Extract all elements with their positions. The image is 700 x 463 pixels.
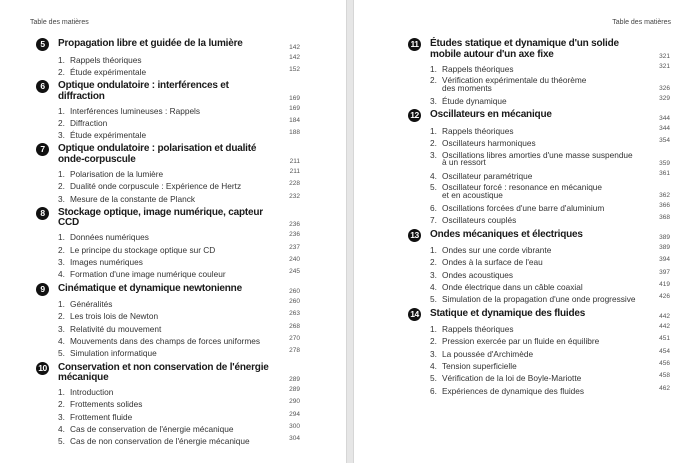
chapter-page-number: 289	[289, 376, 300, 384]
section-entry[interactable]	[36, 268, 300, 280]
chapter-heading[interactable]	[408, 36, 670, 63]
section-title-line: Cas de non conservation de l'énergie mécanique	[70, 436, 250, 447]
section-page-number: 142	[289, 53, 300, 61]
section-number: 7.	[430, 215, 437, 226]
section-number: 1.	[430, 245, 437, 256]
chapter-page-number: 344	[659, 114, 670, 122]
section-title-line: Simulation informatique	[70, 348, 157, 359]
section-title-line: Étude dynamique	[442, 95, 507, 106]
section-entry[interactable]	[36, 423, 300, 435]
section-title-line: Vérification de la loi de Boyle-Mariotte	[442, 373, 582, 384]
section-title-line: Oscillateur paramétrique	[442, 170, 533, 181]
section-number: 2.	[430, 336, 437, 347]
section-entry[interactable]	[408, 63, 670, 75]
chapter-title	[430, 110, 670, 122]
section-title-line: Mouvements dans des champs de forces uniformes	[70, 335, 260, 346]
section-title	[70, 310, 300, 322]
section-page-number: 268	[289, 322, 300, 330]
section-title	[70, 268, 300, 280]
section-number: 2.	[430, 138, 437, 149]
section-number: 2.	[58, 244, 65, 255]
section-page-number: 362	[659, 192, 670, 200]
toc-right-page	[408, 36, 670, 397]
section-number: 5.	[430, 182, 437, 193]
section-entry[interactable]	[36, 256, 300, 268]
chapter-heading[interactable]	[408, 306, 670, 324]
section-entry[interactable]	[408, 149, 670, 169]
section-title	[70, 180, 300, 192]
section-entry[interactable]	[408, 281, 670, 293]
section-entry[interactable]	[36, 129, 300, 141]
section-number: 4.	[58, 423, 65, 434]
section-page-number: 419	[659, 281, 670, 289]
toc-left-page	[36, 36, 300, 448]
section-entry[interactable]	[408, 335, 670, 347]
section-title	[70, 231, 300, 243]
section-title	[70, 411, 300, 423]
chapter-page-number: 169	[289, 94, 300, 102]
section-number: 4.	[430, 282, 437, 293]
section-page-number: 361	[659, 169, 670, 177]
section-entry[interactable]	[408, 372, 670, 384]
section-entry[interactable]	[408, 256, 670, 268]
section-number: 4.	[430, 361, 437, 372]
section-title-line: Ondes acoustiques	[442, 269, 514, 280]
section-page-number: 454	[659, 347, 670, 355]
chapter-title-line: Optique ondulatoire : polarisation et dualité	[58, 143, 257, 155]
section-title	[442, 77, 670, 92]
section-title	[442, 269, 670, 281]
section-title-line: Frottement fluide	[70, 411, 133, 422]
section-number: 4.	[58, 335, 65, 346]
section-title-line: Polarisation de la lumière	[70, 168, 164, 179]
section-title-line: La poussée d'Archimède	[442, 348, 534, 359]
chapter-page-number: 260	[289, 288, 300, 296]
section-page-number: 232	[289, 192, 300, 200]
section-entry[interactable]	[408, 202, 670, 214]
section-number: 3.	[430, 149, 437, 160]
section-title	[70, 347, 300, 359]
section-page-number: 389	[659, 244, 670, 252]
chapter-number-badge: 10	[36, 362, 49, 375]
chapter-heading[interactable]	[36, 360, 300, 387]
chapter-number-badge: 6	[36, 80, 49, 93]
section-page-number: 188	[289, 129, 300, 137]
section-number: 5.	[430, 373, 437, 384]
section-title-line: Données numériques	[70, 232, 149, 243]
section-title	[442, 137, 670, 149]
section-page-number: 344	[659, 124, 670, 132]
section-page-number: 359	[659, 159, 670, 167]
section-title	[70, 168, 300, 180]
chapter-title-line: Stockage optique, image numérique, capteur CCD	[58, 206, 263, 229]
section-entry[interactable]	[36, 411, 300, 423]
section-entry[interactable]	[408, 323, 670, 335]
book-gutter	[346, 0, 354, 463]
chapter-page-number: 236	[289, 221, 300, 229]
section-title	[70, 323, 300, 335]
section-page-number: 270	[289, 334, 300, 342]
chapter-title	[430, 230, 670, 242]
section-page-number: 426	[659, 293, 670, 301]
chapter-number-badge: 14	[408, 308, 421, 321]
section-title-line: Rappels théoriques	[70, 54, 142, 65]
section-page-number: 211	[289, 167, 300, 175]
section-page-number: 326	[659, 85, 670, 93]
chapter-heading[interactable]	[36, 281, 300, 299]
section-entry[interactable]	[36, 335, 300, 347]
section-entry[interactable]	[36, 231, 300, 243]
chapter-heading[interactable]	[408, 107, 670, 125]
section-number: 3.	[430, 95, 437, 106]
section-title	[70, 298, 300, 310]
section-title-line: Ondes sur une corde vibrante	[442, 245, 552, 256]
section-title	[70, 386, 300, 398]
chapter-title	[430, 39, 670, 60]
section-entry[interactable]	[36, 105, 300, 117]
section-entry[interactable]	[408, 348, 670, 360]
section-title-line: Onde électrique dans un câble coaxial	[442, 282, 583, 293]
chapter-title-line: Études statique et dynamique d'un solide	[430, 38, 619, 49]
section-page-number: 228	[289, 180, 300, 188]
section-number: 1.	[430, 324, 437, 335]
section-page-number: 237	[289, 243, 300, 251]
section-number: 1.	[58, 168, 65, 179]
section-page-number: 152	[289, 65, 300, 73]
section-number: 1.	[58, 105, 65, 116]
section-title	[70, 105, 300, 117]
section-page-number: 368	[659, 214, 670, 222]
section-entry[interactable]	[36, 193, 300, 205]
chapter-number-badge: 9	[36, 283, 49, 296]
section-title	[70, 193, 300, 205]
section-page-number: 294	[289, 410, 300, 418]
section-title-line: Diffraction	[70, 117, 108, 128]
section-page-number: 462	[659, 384, 670, 392]
chapter-heading[interactable]	[36, 141, 300, 168]
chapter-number-badge: 11	[408, 38, 421, 51]
section-title	[442, 149, 670, 168]
section-title-line: Images numériques	[70, 256, 143, 267]
chapter-title-line: Statique et dynamique des fluides	[430, 307, 586, 319]
section-title	[442, 214, 670, 226]
section-title-line: Relativité du mouvement	[70, 323, 162, 334]
section-number: 1.	[58, 387, 65, 398]
section-title-line: Oscillations libres amorties d'une masse suspendue	[442, 149, 633, 160]
section-title	[70, 435, 300, 447]
section-page-number: 236	[289, 231, 300, 239]
section-number: 4.	[430, 170, 437, 181]
section-title	[442, 256, 670, 268]
section-page-number: 458	[659, 372, 670, 380]
section-entry[interactable]	[408, 244, 670, 256]
section-number: 3.	[58, 256, 65, 267]
section-title	[442, 244, 670, 256]
section-page-number: 289	[289, 386, 300, 394]
section-page-number: 240	[289, 255, 300, 263]
section-number: 3.	[58, 193, 65, 204]
section-entry[interactable]	[408, 214, 670, 226]
section-entry[interactable]	[36, 386, 300, 398]
section-number: 1.	[430, 125, 437, 136]
section-title-line: Mesure de la constante de Planck	[70, 193, 195, 204]
section-title	[442, 170, 670, 182]
section-number: 5.	[58, 348, 65, 359]
section-title-line: Introduction	[70, 387, 114, 398]
section-title	[442, 281, 670, 293]
section-number: 6.	[430, 385, 437, 396]
chapter-number-badge: 5	[36, 38, 49, 51]
section-title-line: Oscillations forcées d'une barre d'aluminium	[442, 203, 605, 214]
section-entry[interactable]	[36, 323, 300, 335]
chapter-title	[58, 284, 300, 296]
chapter-title	[58, 39, 300, 51]
section-entry[interactable]	[36, 168, 300, 180]
section-title	[70, 129, 300, 141]
section-title	[442, 184, 670, 199]
section-number: 2.	[58, 181, 65, 192]
section-title-line: des moments	[442, 82, 492, 93]
section-title-line: Étude expérimentale	[70, 66, 147, 77]
section-title-line: Rappels théoriques	[442, 125, 514, 136]
section-title-line: Généralités	[70, 299, 113, 310]
section-page-number: 321	[659, 62, 670, 70]
section-number: 1.	[58, 232, 65, 243]
section-number: 1.	[58, 54, 65, 65]
section-title	[70, 256, 300, 268]
chapter-page-number: 389	[659, 234, 670, 242]
section-title-line: et en acoustique	[442, 189, 503, 200]
section-title	[442, 63, 670, 75]
section-entry[interactable]	[36, 180, 300, 192]
running-head-left: Table des matières	[30, 19, 89, 26]
chapter-page-number: 321	[659, 52, 670, 60]
section-title-line: Frottements solides	[70, 399, 143, 410]
section-title-line: Le principe du stockage optique sur CD	[70, 244, 216, 255]
section-number: 3.	[58, 130, 65, 141]
section-entry[interactable]	[408, 95, 670, 107]
section-page-number: 451	[659, 335, 670, 343]
section-page-number: 184	[289, 116, 300, 124]
section-page-number: 245	[289, 268, 300, 276]
section-title-line: Rappels théoriques	[442, 63, 514, 74]
chapter-title-line: Oscillateurs en mécanique	[430, 109, 552, 121]
section-title-line: Pression exercée par un fluide en équilibre	[442, 336, 600, 347]
section-number: 4.	[58, 269, 65, 280]
section-title-line: Ondes à la surface de l'eau	[442, 257, 543, 268]
chapter-number-badge: 7	[36, 143, 49, 156]
section-title-line: Dualité onde corpuscule : Expérience de Hertz	[70, 181, 242, 192]
section-entry[interactable]	[408, 137, 670, 149]
section-entry[interactable]	[408, 293, 670, 305]
section-entry[interactable]	[408, 75, 670, 95]
section-page-number: 169	[289, 104, 300, 112]
section-entry[interactable]	[36, 398, 300, 410]
section-page-number: 354	[659, 137, 670, 145]
section-page-number: 397	[659, 268, 670, 276]
chapter-number-badge: 8	[36, 207, 49, 220]
section-entry[interactable]	[36, 54, 300, 66]
section-entry[interactable]	[36, 310, 300, 322]
section-number: 2.	[58, 117, 65, 128]
section-title	[442, 348, 670, 360]
section-page-number: 260	[289, 298, 300, 306]
chapter-page-number: 442	[659, 313, 670, 321]
section-title-line: Expériences de dynamique des fluides	[442, 385, 585, 396]
section-title-line: Formation d'une image numérique couleur	[70, 269, 226, 280]
section-page-number: 304	[289, 435, 300, 443]
section-entry[interactable]	[36, 347, 300, 359]
section-page-number: 456	[659, 360, 670, 368]
chapter-title-line: mobile autour d'un axe fixe	[430, 48, 554, 60]
section-title	[442, 372, 670, 384]
section-entry[interactable]	[36, 117, 300, 129]
chapter-page-number: 142	[289, 43, 300, 51]
section-number: 3.	[430, 269, 437, 280]
chapter-title-line: Cinématique et dynamique newtonienne	[58, 282, 242, 294]
section-page-number: 278	[289, 347, 300, 355]
section-title	[442, 293, 670, 305]
section-title	[70, 54, 300, 66]
section-number: 2.	[58, 66, 65, 77]
section-number: 3.	[58, 411, 65, 422]
section-entry[interactable]	[408, 385, 670, 397]
section-title	[442, 360, 670, 372]
section-page-number: 366	[659, 202, 670, 210]
section-title	[70, 244, 300, 256]
chapter-title	[430, 309, 670, 321]
chapter-title-line: onde-corpuscule	[58, 153, 136, 165]
section-title	[442, 202, 670, 214]
section-number: 2.	[430, 75, 437, 86]
chapter-title-line: Conservation et non conservation de l'énergie	[58, 361, 269, 373]
section-title-line: Oscillateurs couplés	[442, 215, 517, 226]
section-number: 3.	[58, 323, 65, 334]
chapter-title	[58, 144, 300, 165]
chapter-page-number: 211	[289, 157, 300, 165]
chapter-title-line: mécanique	[58, 372, 109, 384]
section-title	[70, 117, 300, 129]
section-title-line: Les trois lois de Newton	[70, 311, 159, 322]
section-entry[interactable]	[36, 298, 300, 310]
section-entry[interactable]	[36, 435, 300, 447]
section-page-number: 290	[289, 398, 300, 406]
section-entry[interactable]	[408, 125, 670, 137]
chapter-heading[interactable]	[36, 78, 300, 105]
chapter-title-line: Ondes mécaniques et électriques	[430, 228, 583, 240]
section-title	[442, 335, 670, 347]
section-title-line: Tension superficielle	[442, 361, 517, 372]
chapter-title	[58, 81, 300, 102]
section-title-line: Cas de conservation de l'énergie mécanique	[70, 423, 234, 434]
section-title-line: Oscillateur forcé : resonance en mécanique	[442, 182, 603, 193]
section-number: 5.	[58, 436, 65, 447]
section-title	[70, 423, 300, 435]
chapter-title-line: Propagation libre et guidée de la lumière	[58, 38, 243, 49]
chapter-heading[interactable]	[408, 227, 670, 245]
section-title	[442, 125, 670, 137]
section-entry[interactable]	[36, 244, 300, 256]
section-title-line: Rappels théoriques	[442, 324, 514, 335]
section-number: 6.	[430, 203, 437, 214]
chapter-number-badge: 13	[408, 229, 421, 242]
section-page-number: 442	[659, 323, 670, 331]
chapter-title	[58, 363, 300, 384]
running-head-right: Table des matières	[612, 19, 671, 26]
chapter-number-badge: 12	[408, 109, 421, 122]
chapter-title	[58, 208, 300, 229]
chapter-title-line: Optique ondulatoire : interférences et diffraction	[58, 80, 229, 102]
section-title-line: Vérification expérimentale du théorème	[442, 75, 587, 86]
section-page-number: 394	[659, 256, 670, 264]
chapter-heading[interactable]	[36, 36, 300, 54]
section-title	[70, 66, 300, 78]
section-title-line: Oscillateurs harmoniques	[442, 138, 536, 149]
section-title	[70, 398, 300, 410]
section-page-number: 263	[289, 310, 300, 318]
section-number: 1.	[430, 63, 437, 74]
section-page-number: 300	[289, 422, 300, 430]
section-entry[interactable]	[408, 170, 670, 182]
section-title-line: Simulation de la propagation d'une onde progressive	[442, 294, 636, 305]
chapter-heading[interactable]	[36, 205, 300, 232]
section-title	[442, 323, 670, 335]
section-title-line: à un ressort	[442, 157, 486, 168]
section-title-line: Étude expérimentale	[70, 130, 147, 141]
section-title	[442, 95, 670, 107]
section-number: 2.	[58, 311, 65, 322]
section-number: 3.	[430, 348, 437, 359]
section-number: 5.	[430, 294, 437, 305]
section-entry[interactable]	[408, 360, 670, 372]
section-number: 1.	[58, 299, 65, 310]
section-title	[442, 385, 670, 397]
section-number: 2.	[430, 257, 437, 268]
section-entry[interactable]	[408, 182, 670, 202]
section-page-number: 329	[659, 94, 670, 102]
section-entry[interactable]	[36, 66, 300, 78]
section-number: 2.	[58, 399, 65, 410]
section-title	[70, 335, 300, 347]
section-entry[interactable]	[408, 269, 670, 281]
section-title-line: Interférences lumineuses : Rappels	[70, 105, 201, 116]
